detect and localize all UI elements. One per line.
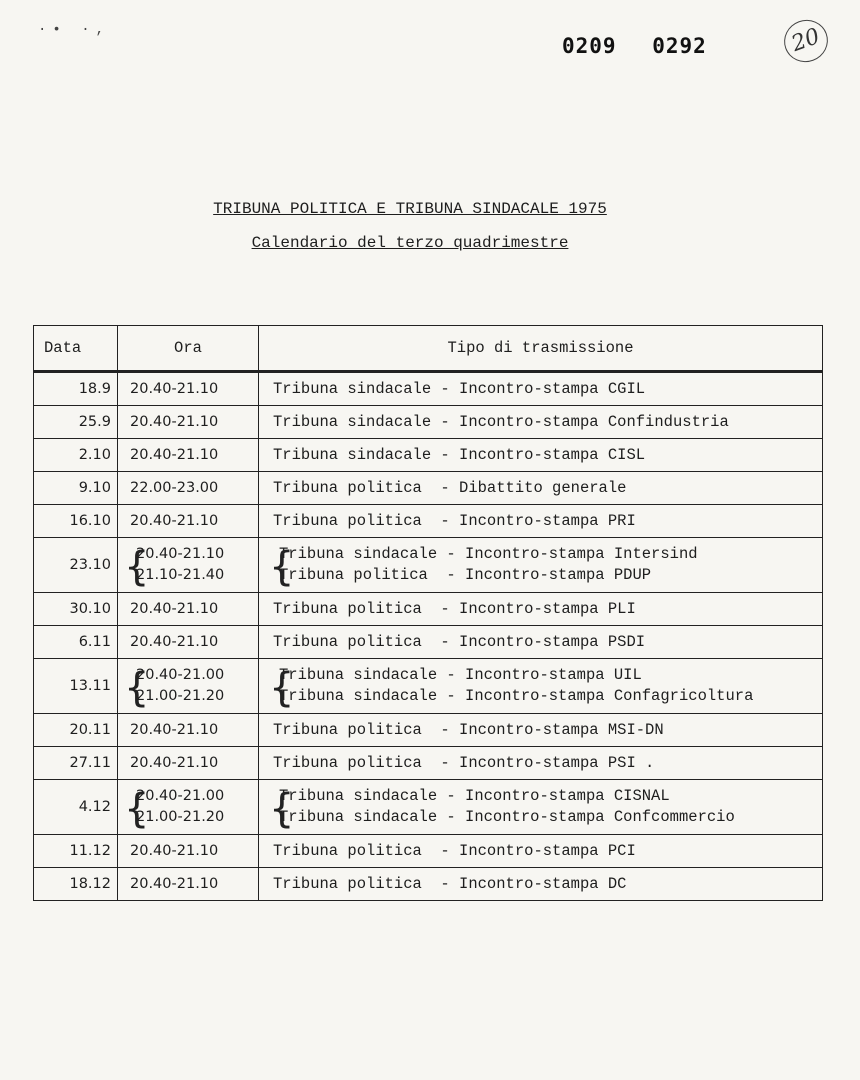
grouping-brace: {: [124, 786, 150, 832]
table-body: [34, 372, 823, 901]
table-row: [34, 472, 823, 505]
cell-broadcast-type-line: Tribuna politica - Incontro-stampa MSI-DN: [273, 720, 664, 739]
cell-broadcast-type-line: Tribuna sindacale - Incontro-stampa CISNAL: [279, 787, 670, 805]
cell-date: 30.10: [34, 593, 118, 626]
cell-time-line: 20.40-21.10: [136, 546, 225, 562]
cell-date: 18.12: [34, 868, 118, 901]
cell-time: [118, 714, 259, 747]
cell-time: [118, 747, 259, 780]
cell-time-line: 21.10-21.40: [136, 567, 225, 583]
cell-date: 27.11: [34, 747, 118, 780]
cell-date: 4.12: [34, 780, 118, 835]
cell-broadcast-type: [259, 780, 823, 835]
table-row: [34, 626, 823, 659]
cell-broadcast-type-line: Tribuna sindacale - Incontro-stampa CGIL: [273, 379, 646, 398]
cell-time: [118, 505, 259, 538]
cell-broadcast-type: [259, 747, 823, 780]
cell-time: [118, 538, 259, 593]
archive-stamp-number: 0209 0292: [562, 34, 707, 58]
column-header-time: Ora: [118, 326, 259, 372]
cell-broadcast-type-line: Tribuna sindacale - Incontro-stampa UIL: [279, 666, 642, 684]
table-header-row: [34, 326, 823, 372]
cell-broadcast-type-line: Tribuna politica - Dibattito generale: [273, 478, 627, 497]
cell-date: 18.9: [34, 372, 118, 406]
cell-time-line: 20.40-21.00: [136, 667, 225, 683]
cell-broadcast-type: [259, 439, 823, 472]
cell-broadcast-type-line: Tribuna sindacale - Incontro-stampa Confcommercio: [279, 808, 735, 826]
cell-time-line: 20.40-21.10: [130, 754, 219, 771]
cell-time: [118, 659, 259, 714]
cell-broadcast-type: [259, 505, 823, 538]
cell-time: [118, 472, 259, 505]
column-header-type: Tipo di trasmissione: [259, 326, 823, 372]
table-row: [34, 659, 823, 714]
cell-time-line: 20.40-21.10: [130, 721, 219, 738]
cell-date: 16.10: [34, 505, 118, 538]
document-subtitle: Calendario del terzo quadrimestre: [251, 234, 569, 252]
cell-date: 13.11: [34, 659, 118, 714]
table-row: [34, 439, 823, 472]
cell-date: 9.10: [34, 472, 118, 505]
cell-time: [118, 626, 259, 659]
cell-broadcast-type: [259, 659, 823, 714]
cell-time-line: 21.00-21.20: [136, 688, 225, 704]
cell-broadcast-type-line: Tribuna sindacale - Incontro-stampa CISL: [273, 445, 646, 464]
cell-time: [118, 835, 259, 868]
cell-broadcast-type-line: Tribuna politica - Incontro-stampa PRI: [273, 511, 636, 530]
table-row: [34, 406, 823, 439]
cell-broadcast-type-line: Tribuna politica - Incontro-stampa PSI .: [273, 753, 655, 772]
cell-broadcast-type-line: Tribuna sindacale - Incontro-stampa Confindustria: [273, 412, 729, 431]
cell-time-line: 20.40-21.10: [130, 380, 219, 397]
table-row: [34, 505, 823, 538]
cell-time: [118, 780, 259, 835]
cell-time-line: 22.00-23.00: [130, 479, 219, 496]
grouping-brace: {: [269, 544, 295, 590]
cell-time-line: 20.40-21.10: [130, 842, 219, 859]
cell-time: [118, 406, 259, 439]
cell-time: [118, 372, 259, 406]
cell-date: 25.9: [34, 406, 118, 439]
cell-time-line: 20.40-21.10: [130, 413, 219, 430]
cell-time-line: 20.40-21.00: [136, 788, 225, 804]
cell-date: 11.12: [34, 835, 118, 868]
schedule-table: [33, 325, 823, 901]
cell-broadcast-type: [259, 472, 823, 505]
cell-broadcast-type: [259, 372, 823, 406]
table-row: [34, 780, 823, 835]
cell-time-line: 20.40-21.10: [130, 875, 219, 892]
cell-broadcast-type: [259, 593, 823, 626]
cell-time-line: 20.40-21.10: [130, 633, 219, 650]
table-row: [34, 593, 823, 626]
table-row: [34, 372, 823, 406]
cell-date: 2.10: [34, 439, 118, 472]
cell-time-line: 20.40-21.10: [130, 446, 219, 463]
cell-time: [118, 868, 259, 901]
cell-broadcast-type-line: Tribuna sindacale - Incontro-stampa Confagricoltura: [279, 687, 754, 705]
cell-broadcast-type: [259, 406, 823, 439]
cell-broadcast-type-line: Tribuna politica - Incontro-stampa PLI: [273, 599, 636, 618]
grouping-brace: {: [124, 665, 150, 711]
cell-time: [118, 439, 259, 472]
table-row: [34, 538, 823, 593]
table-row: [34, 714, 823, 747]
cell-broadcast-type-line: Tribuna politica - Incontro-stampa PSDI: [273, 632, 646, 651]
handwritten-page-number: 20: [778, 14, 834, 69]
table-row: [34, 835, 823, 868]
cell-broadcast-type-line: Tribuna politica - Incontro-stampa DC: [273, 874, 627, 893]
cell-broadcast-type: [259, 538, 823, 593]
cell-date: 20.11: [34, 714, 118, 747]
scan-specks: ·• ·,: [38, 22, 111, 38]
cell-date: 6.11: [34, 626, 118, 659]
cell-broadcast-type-line: Tribuna politica - Incontro-stampa PCI: [273, 841, 636, 860]
cell-broadcast-type: [259, 835, 823, 868]
grouping-brace: {: [269, 665, 295, 711]
cell-broadcast-type-line: Tribuna politica - Incontro-stampa PDUP: [279, 566, 652, 584]
cell-broadcast-type-line: Tribuna sindacale - Incontro-stampa Intersind: [279, 545, 698, 563]
cell-broadcast-type: [259, 626, 823, 659]
grouping-brace: {: [124, 544, 150, 590]
grouping-brace: {: [269, 786, 295, 832]
document-title: TRIBUNA POLITICA E TRIBUNA SINDACALE 1975: [213, 200, 607, 218]
cell-time-line: 20.40-21.10: [130, 512, 219, 529]
column-header-date: Data: [34, 326, 118, 372]
cell-broadcast-type: [259, 868, 823, 901]
table-row: [34, 747, 823, 780]
cell-time-line: 20.40-21.10: [130, 600, 219, 617]
cell-time: [118, 593, 259, 626]
cell-broadcast-type: [259, 714, 823, 747]
cell-time-line: 21.00-21.20: [136, 809, 225, 825]
cell-date: 23.10: [34, 538, 118, 593]
table-row: [34, 868, 823, 901]
